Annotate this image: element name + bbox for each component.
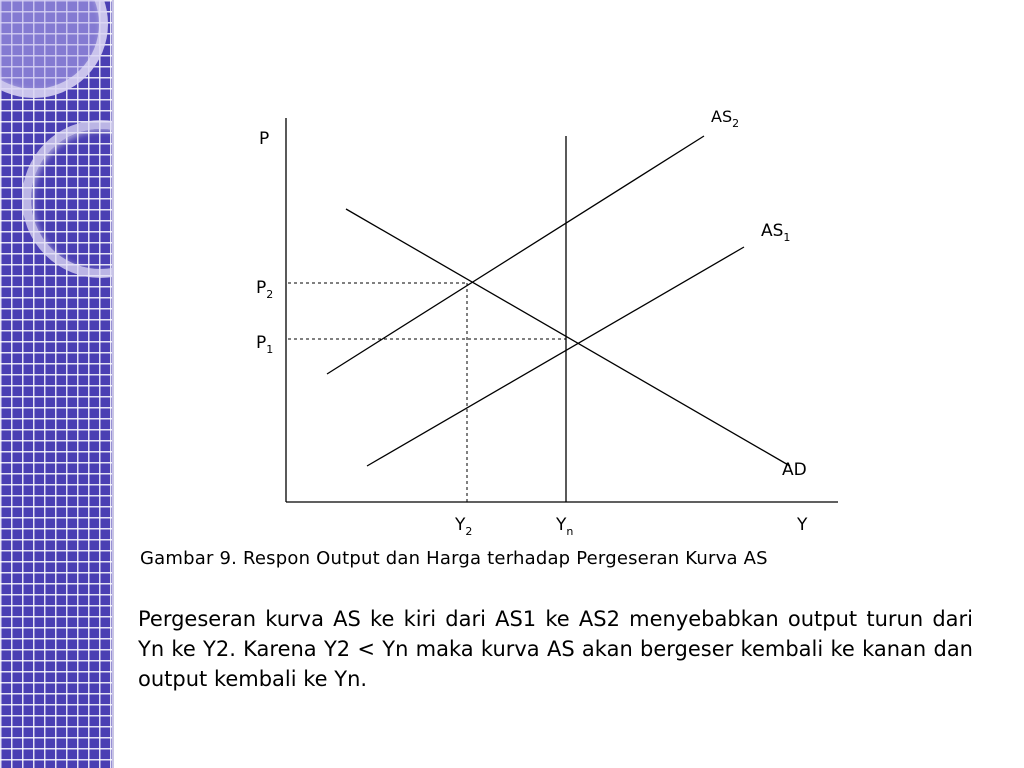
as2-curve [327,136,704,374]
ad-label: AD [782,460,807,480]
explanation-paragraph: Pergeseran kurva AS ke kiri dari AS1 ke AS2 menyebabkan output turun dari Yn ke Y2. Karena Y2 < Yn maka kurva AS akan bergeser kembali ke kanan dan output kembali ke Yn. [138,607,973,691]
x-axis-label: Y [797,515,808,535]
y-axis-label: P [259,129,270,149]
y2-label: $Y_2$ [455,515,473,538]
p1-label: $P_1$ [256,333,274,356]
as1-curve [367,247,744,466]
as1-label: $AS_1$ [761,221,791,244]
ad-curve [346,209,790,466]
p2-label: $P_2$ [256,278,274,301]
yn-label: $Y_n$ [556,515,574,538]
figure-caption: Gambar 9. Respon Output dan Harga terhadap Pergeseran Kurva AS [140,548,768,569]
as2-label: $AS_2$ [711,107,740,130]
